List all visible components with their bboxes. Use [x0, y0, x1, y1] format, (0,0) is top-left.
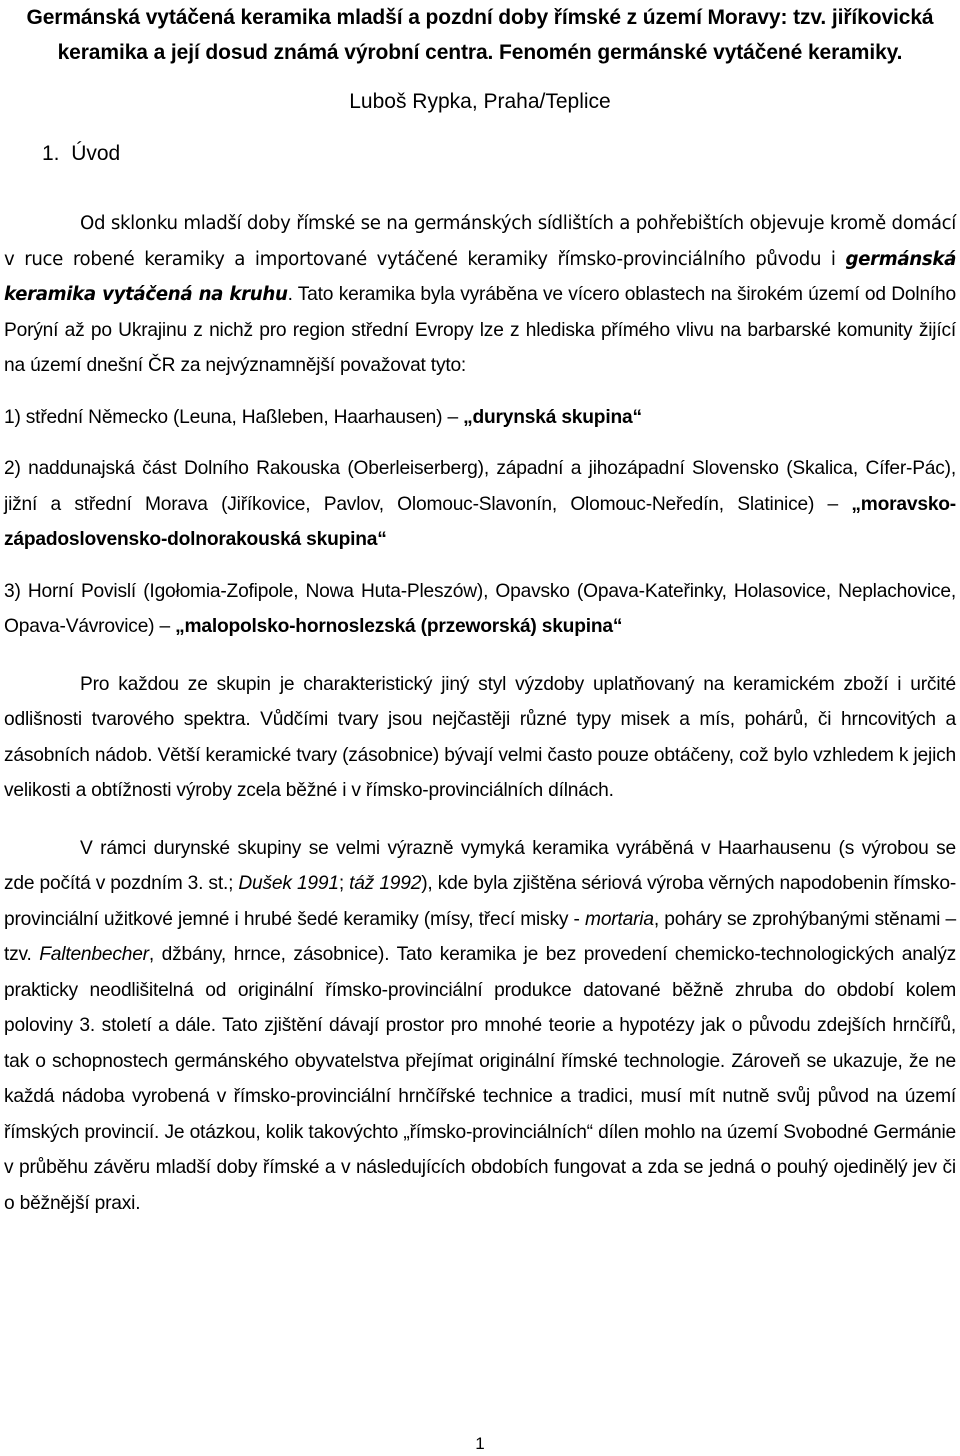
term-faltenbecher: Faltenbecher [39, 944, 149, 965]
group-item-name: „durynská skupina“ [463, 406, 642, 428]
section-title: Úvod [71, 142, 121, 165]
section-heading [42, 140, 956, 168]
term-mortaria: mortaria [585, 908, 654, 930]
group-item-text: 2) naddunajská část Dolního Rakouska (Oberleiserberg), západní a jihozápadní Slovensko (Skalica, Cífer-Pác), jižní a střední Morava (Jiříkovice, Pavlov, Olomouc-Slavonín, Olomouc-Neředín, Slatinice) – [4, 458, 956, 515]
paragraph-3-text: ), kde byla zjištěna sériová výroba věrných napodobenin římsko-provinciální užitkové jemné i hrubé šedé keramiky (mísy, třecí misky - [4, 873, 957, 930]
paragraph-3-text: , džbány, hrnce, zásobnice). Tato keramika je bez provedení chemicko-technologických analýz prakticky neodlišitelná od originální římsko-provinciální produkce datované běžně zhruba do období kolem poloviny 3. století a dále. Tato zjištění dávají prostor pro mnohé teorie a hypotézy jak o původu zdejších hrnčířů, tak o schopnostech germánského obyvatelstva přejímat originální římské technologie. Zároveň se ukazuje, že ne každá nádoba vyrobená v římsko-provinciální hrnčířské technice a tradici, musí mít nutně svůj původ na území římských provincií. Je otázkou, kolik takovýchto „římsko-provinciálních“ dílen mohlo na území Svobodné Germánie v průběhu závěru mladší doby římské a v následujících obdobích fungovat a zda se jedná o pouhý ojedinělý jev či o běžnější praxi. [4, 944, 956, 1214]
group-item-name: „malopolsko-hornoslezská (przeworská) skupina“ [175, 616, 623, 637]
intro-paragraph [4, 206, 956, 384]
group-item-text: 1) střední Německo (Leuna, Haßleben, Haarhausen) – [4, 406, 464, 428]
paragraph-3-text: , poháry se zprohýbanými stěnami – tzv. [4, 908, 956, 965]
document-title: Germánská vytáčená keramika mladší a pozdní doby římské z území Moravy: tzv. jiříkovická keramika a její dosud známá výrobní centra. Fenomén germánské vytáčené keramiky. [26, 6, 934, 64]
group-item-1 [4, 400, 956, 436]
document-page [4, 0, 956, 1221]
group-item-text: 3) Horní Povislí (Igołomia-Zofipole, Nowa Huta-Pleszów), Opavsko (Opava-Kateřinky, Holasovice, Neplachovice, Opava-Vávrovice) – [4, 580, 956, 637]
group-item-3 [4, 574, 956, 645]
section-number: 1. [42, 142, 60, 165]
author-line [4, 88, 956, 116]
group-item-name: „moravsko-západoslovensko-dolnorakouská skupina“ [4, 493, 956, 550]
group-item-2 [4, 451, 956, 558]
citation-1: Dušek 1991 [238, 873, 339, 894]
author-name: Luboš Rypka, Praha/Teplice [349, 90, 611, 113]
intro-emphasis: germánská keramika vytáčená na kruhu [4, 248, 956, 305]
intro-text-2: . Tato keramika byla vyráběna ve vícero oblastech na širokém území od Dolního Porýní až po Ukrajinu z nichž pro region střední Evropy lze z hlediska přímého vlivu na barbarské komunity žijící na území dnešní ČR za nejvýznamnější považovat tyto: [4, 284, 956, 376]
intro-text-1: Od sklonku mladší doby římské se na germánských sídlištích a pohřebištích objevuje kromě domácí v ruce robené keramiky a importované vytáčené keramiky římsko-provinciálního původu i [4, 213, 956, 270]
paragraph-2: Pro každou ze skupin je charakteristický jiný styl výzdoby uplatňovaný na keramickém zboží i určité odlišnosti tvarového spektra. Vůdčími tvary jsou nejčastěji různé typy misek a mís, pohárů, či hrncovitých a zásobních nádob. Větší keramické tvary (zásobnice) bývají velmi často pouze obtáčeny, což bylo vzhledem k jejich velikosti a obtížnosti výroby zcela běžné i v římsko-provinciálních dílnách. [4, 673, 956, 801]
paragraph-3-text: V rámci durynské skupiny se velmi výrazně vymyká keramika vyráběná v Haarhausenu (s výrobou se zde počítá v pozdním 3. st.; [4, 837, 956, 894]
citation-2: táž 1992 [349, 873, 422, 894]
paragraph-3 [4, 831, 956, 1222]
paragraph-3-text: ; [338, 873, 350, 894]
page-number: 1 [475, 1434, 485, 1453]
